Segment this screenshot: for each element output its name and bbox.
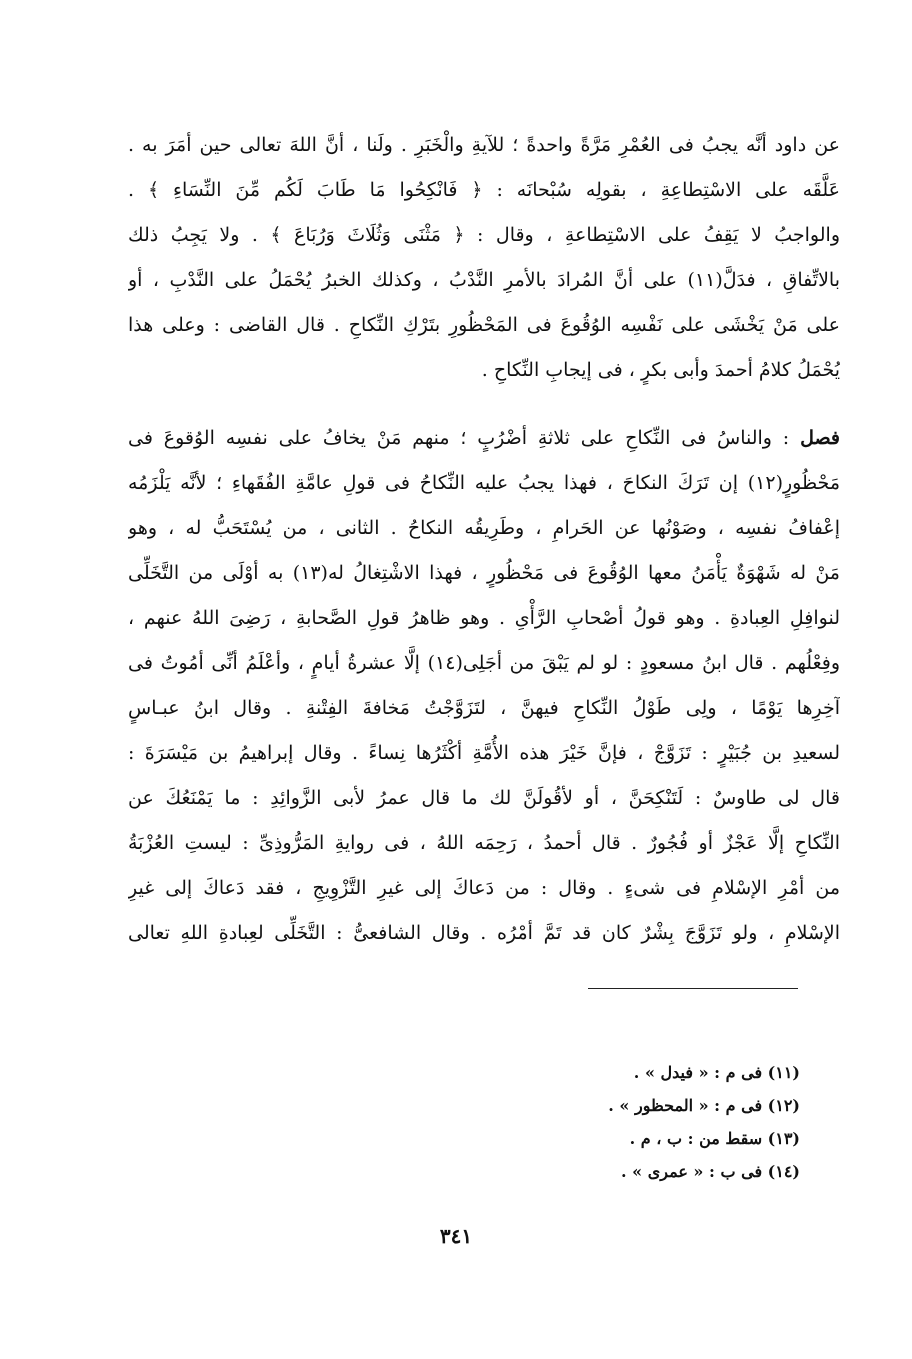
section-heading: فصل: [800, 427, 840, 449]
text-line: قال لى طاوسٌ : لَتَنْكِحَنَّ ، أو لأقُولَنَّ لك ما قال عمرُ لأبى الزَّوائِدِ : ما يَمْنَعُكَ عن: [128, 787, 840, 809]
text-line: والواجبُ لا يَقِفُ على الاسْتِطاعةِ ، وقال : ﴿ مَثْنَى وَثُلَاثَ وَرُبَاعَ ﴾ . ولا يَجِبُ ذلك: [128, 224, 840, 246]
text-line: لنوافِلِ العِبادةِ . وهو قولُ أصْحابِ الرَّأْىِ . وهو ظاهرُ قولِ الصَّحابةِ ، رَضِىَ اللهُ عنهم ،: [128, 607, 840, 629]
text-line: مَنْ له شَهْوَةٌ يَأْمَنُ معها الوُقُوعَ فى مَحْظُورٍ ، فهذا الاشْتِغالُ له(١٣) به أوْلَى من التَّخَلِّى: [128, 562, 840, 584]
page-number: ٣٤١: [439, 1224, 473, 1248]
text-line: مَحْظُورٍ(١٢) إن تَرَكَ النكاحَ ، فهذا يجبُ عليه النِّكاحُ فى قولِ عامَّةِ الفُقَهاءِ ؛ لأنَّه يَلْزَمُه: [128, 472, 840, 494]
paragraph-1: [128, 123, 840, 393]
text-line: لسعيدِ بن جُبَيْرٍ : تَزَوَّجْ ، فإنَّ خَيْرَ هذه الأُمَّةِ أكْثَرُها نِساءً . وقال إبراهيمُ بن مَيْسَرَةَ :: [128, 742, 840, 764]
text-line: النِّكاحِ إلَّا عَجْزٌ أو فُجُورٌ . قال أحمدُ ، رَحِمَه اللهُ ، فى روايةِ المَرُّوذِىِّ : ليستِ العُزْبَةُ: [128, 832, 840, 854]
footnote-item: (١٢) فى م : « المحظور » .: [608, 1096, 800, 1115]
text-line: يُحْمَلُ كلامُ أحمدَ وأبى بكرٍ ، فى إيجابِ النِّكاحِ .: [481, 359, 840, 381]
footnote-item: (١٤) فى ب : « عمرى » .: [621, 1162, 800, 1181]
text-line: بالاتِّفاقِ ، فدَلَّ(١١) على أنَّ المُرادَ بالأمرِ النَّدْبُ ، وكذلك الخبرُ يُحْمَلُ على النَّدْبِ ، أو: [128, 269, 840, 291]
text-line: إعْفافُ نفسِه ، وصَوْنُها عن الحَرامِ ، وطَرِيقُه النكاحُ . الثانى ، من يُسْتَحَبُّ له ، وهو: [128, 517, 840, 539]
text-line: من أمْرِ الإسْلامِ فى شىءٍ . وقال : من دَعاكَ إلى غيرِ التَّزْوِيجِ ، فقد دَعاكَ إلى غيرِ: [128, 877, 840, 899]
text-line: عَلَّقَه على الاسْتِطاعِةِ ، بقولِه سُبْحانَه : ﴿ فَانْكِحُوا مَا طَابَ لَكُم مِّنَ النِّسَاءِ ﴾ .: [128, 179, 840, 201]
text-line: عن داود أنَّه يجبُ فى العُمْرِ مَرَّةً واحدةً ؛ للآيةِ والْخَبَرِ . ولَنا ، أنَّ اللهَ تعالى حين أمَرَ به .: [128, 134, 840, 156]
text-line: الإسْلامِ ، ولو تَزَوَّجَ بِشْرٌ كان قد تَمَّ أمْرُه . وقال الشافعىُّ : التَّخَلِّى لعِبادةِ اللهِ تعالى: [128, 922, 840, 944]
text-line: على مَنْ يَخْشَى على نَفْسِه الوُقُوعَ فى المَحْظُورِ بتَرْكِ النِّكاحِ . قال القاضى : وعلى هذا: [128, 314, 840, 336]
text-line-with-heading: [128, 416, 840, 461]
text-line: وفِعْلُهم . قال ابنُ مسعودٍ : لو لم يَبْقَ من أجَلِى(١٤) إلَّا عشرةُ أيامٍ ، وأعْلَمُ أنِّى أمُوتُ فى: [128, 652, 840, 674]
text-line-rest: : والناسُ فى النِّكاحِ على ثلاثةِ أضْرُبٍ ؛ منهم مَنْ يخافُ على نفسِه الوُقوعَ فى: [128, 427, 790, 449]
footnote-divider: [588, 988, 798, 989]
paragraph-2: [128, 416, 840, 956]
footnotes: [430, 1056, 800, 1188]
footnote-item: (١١) فى م : « فيدل » .: [633, 1063, 800, 1082]
footnote-item: (١٣) سقط من : ب ، م .: [629, 1129, 800, 1148]
text-line: آخِرِها يَوْمًا ، ولِى طَوْلُ النِّكاحِ فيهنَّ ، لتَزَوَّجْتُ مَخافةَ الفِتْنةِ . وقال ابنُ عبـاسٍ: [128, 697, 840, 719]
